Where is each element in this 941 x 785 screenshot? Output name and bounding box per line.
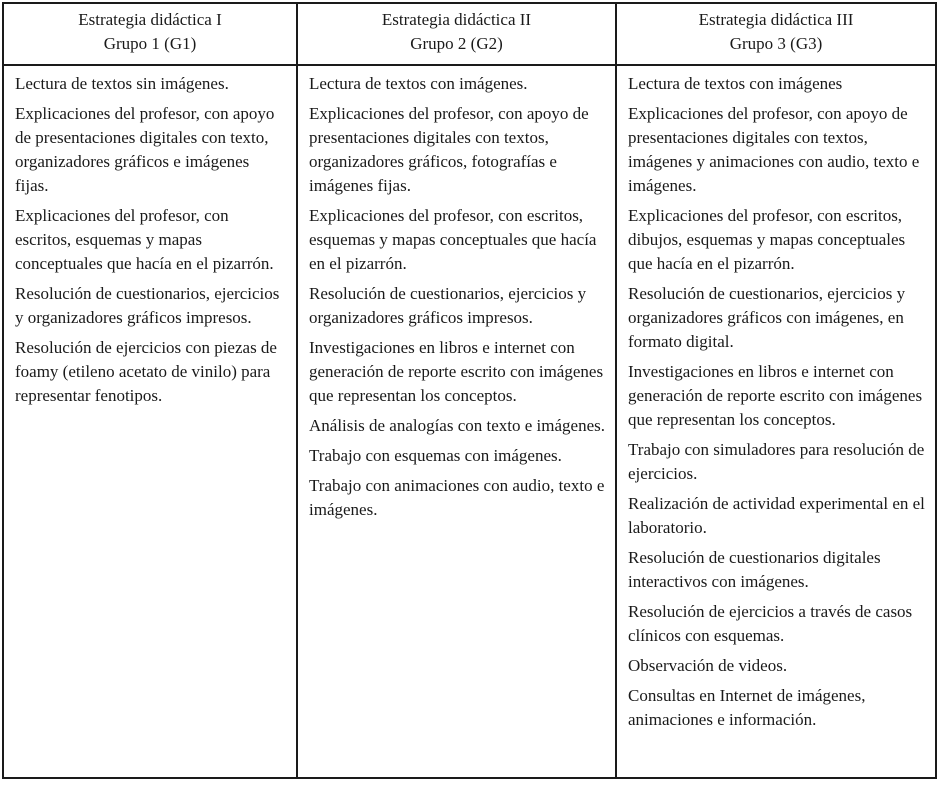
list-item: Investigaciones en libros e internet con generación de reporte escrito con imágenes que representan los conceptos.: [309, 338, 604, 405]
list-item: Observación de videos.: [628, 656, 788, 675]
header-group-g3: Grupo 3 (G3): [729, 34, 823, 53]
list-item: Realización de actividad experimental en el laboratorio.: [628, 494, 925, 537]
list-item: Resolución de cuestionarios, ejercicios y organizadores gráficos impresos.: [309, 284, 587, 327]
list-item: Resolución de cuestionarios, ejercicios y organizadores gráficos impresos.: [15, 284, 280, 327]
list-item: Explicaciones del profesor, con apoyo de presentaciones digitales con texto, organizadores gráficos e imágenes fijas.: [15, 104, 275, 195]
list-item: Lectura de textos con imágenes.: [309, 74, 528, 93]
header-cell-g3: [617, 4, 935, 66]
list-item: Explicaciones del profesor, con escritos, esquemas y mapas conceptuales que hacía en el pizarrón.: [15, 206, 274, 273]
header-cell-g2: [298, 4, 617, 66]
column-g2-body: [298, 66, 617, 777]
list-item: Resolución de ejercicios con piezas de foamy (etileno acetato de vinilo) para representar fenotipos.: [15, 338, 277, 405]
list-item: Lectura de textos sin imágenes.: [15, 74, 229, 93]
header-title-g3: Estrategia didáctica III: [698, 10, 854, 29]
header-title-g2: Estrategia didáctica II: [381, 10, 532, 29]
list-item: Explicaciones del profesor, con apoyo de presentaciones digitales con textos, imágenes y animaciones con audio, texto e imágenes.: [628, 104, 920, 195]
column-g1-body: [4, 66, 298, 777]
list-item: Resolución de cuestionarios, ejercicios y organizadores gráficos con imágenes, en formato digital.: [628, 284, 906, 351]
header-title-g1: Estrategia didáctica I: [78, 10, 222, 29]
list-item: Explicaciones del profesor, con escritos, esquemas y mapas conceptuales que hacía en el pizarrón.: [309, 206, 597, 273]
list-item: Investigaciones en libros e internet con generación de reporte escrito con imágenes que representan los conceptos.: [628, 362, 923, 429]
list-item: Explicaciones del profesor, con escritos, dibujos, esquemas y mapas conceptuales que hacía en el pizarrón.: [628, 206, 906, 273]
list-item: Consultas en Internet de imágenes, animaciones e información.: [628, 686, 866, 729]
list-item: Trabajo con esquemas con imágenes.: [309, 446, 562, 465]
list-item: Análisis de analogías con texto e imágenes.: [309, 416, 605, 435]
list-item: Resolución de cuestionarios digitales interactivos con imágenes.: [628, 548, 881, 591]
strategy-table: [2, 2, 937, 779]
column-g3-body: [617, 66, 935, 777]
list-item: Trabajo con animaciones con audio, texto e imágenes.: [309, 476, 605, 519]
list-item: Resolución de ejercicios a través de casos clínicos con esquemas.: [628, 602, 913, 645]
header-cell-g1: [4, 4, 298, 66]
header-group-g2: Grupo 2 (G2): [410, 34, 503, 53]
list-item: Trabajo con simuladores para resolución de ejercicios.: [628, 440, 925, 483]
list-item: Lectura de textos con imágenes: [628, 74, 843, 93]
header-group-g1: Grupo 1 (G1): [103, 34, 197, 53]
list-item: Explicaciones del profesor, con apoyo de presentaciones digitales con textos, organizadores gráficos, fotografías e imágenes fijas.: [309, 104, 589, 195]
